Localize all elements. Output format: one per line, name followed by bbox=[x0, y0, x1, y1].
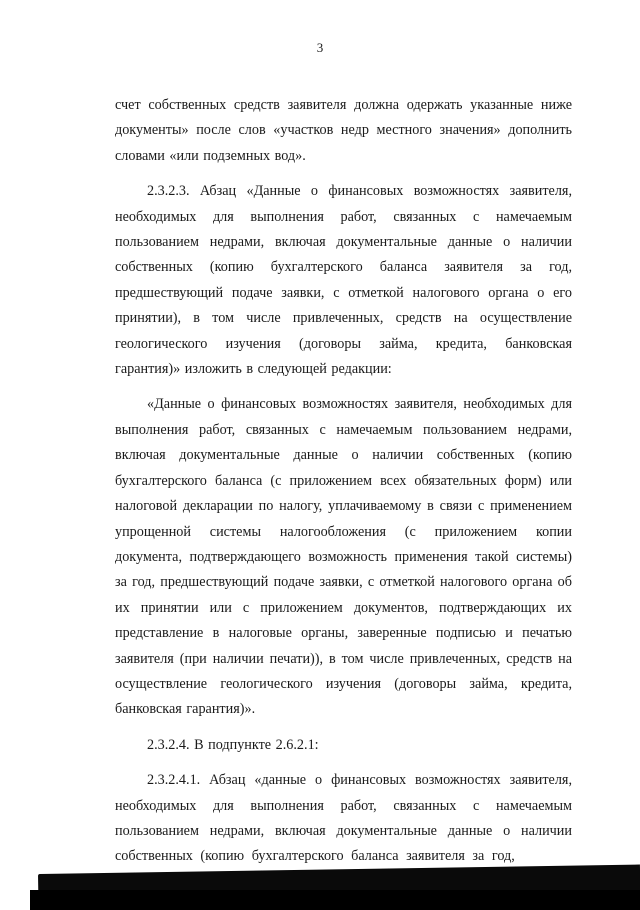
paragraph-new-wording: «Данные о финансовых возможностях заявителя, необходимых для выполнения работ, связанных с намечаемым пользованием недрами, включая документальные данные о наличии собственных (копию бухгалтерского баланса (с приложением всех обязательных форм) или налоговой декларации по налогу, уплачиваемому в связи с применением упрощенной системы налогообложения (с приложением копии документа, подтверждающего возможность применения такой системы) за год, предшествующий подаче заявки, с отметкой налогового органа об их принятии или с приложением документов, подтверждающих их представление в налоговые органы, заверенные подписью и печатью заявителя (при наличии печати)), в том числе привлеченных, средств на осуществление геологического изучения (договоры займа, кредита, банковская гарантия)». bbox=[115, 396, 572, 718]
scan-border-shadow bbox=[30, 890, 640, 910]
paragraph-2-3-2-4-1: 2.3.2.4.1. Абзац «данные о финансовых возможностях заявителя, необходимых для выполнения работ, связанных с намечаемым пользованием недрами, включая документальные данные о наличии собственных (копию бухгалтерского баланса заявителя за год, bbox=[115, 772, 572, 865]
paragraph-2-3-2-4: 2.3.2.4. В подпункте 2.6.2.1: bbox=[147, 736, 319, 753]
paragraph-2-3-2-3: 2.3.2.3. Абзац «Данные о финансовых возможностях заявителя, необходимых для выполнения работ, связанных с намечаемым пользованием недрами, включая документальные данные о наличии собственных (копию бухгалтерского баланса заявителя за год, предшествующий подаче заявки, с отметкой налогового органа о его принятии), в том числе привлеченных, средств на осуществление геологического изучения (договоры займа, кредита, банковская гарантия)» изложить в следующей редакции: bbox=[115, 183, 572, 378]
document-body bbox=[115, 93, 572, 870]
paragraph-continuation: счет собственных средств заявителя должна одержать указанные ниже документы» после слов «участков недр местного значения» дополнить словами «или подземных вод». bbox=[115, 97, 572, 164]
page-number: 3 bbox=[316, 40, 324, 55]
